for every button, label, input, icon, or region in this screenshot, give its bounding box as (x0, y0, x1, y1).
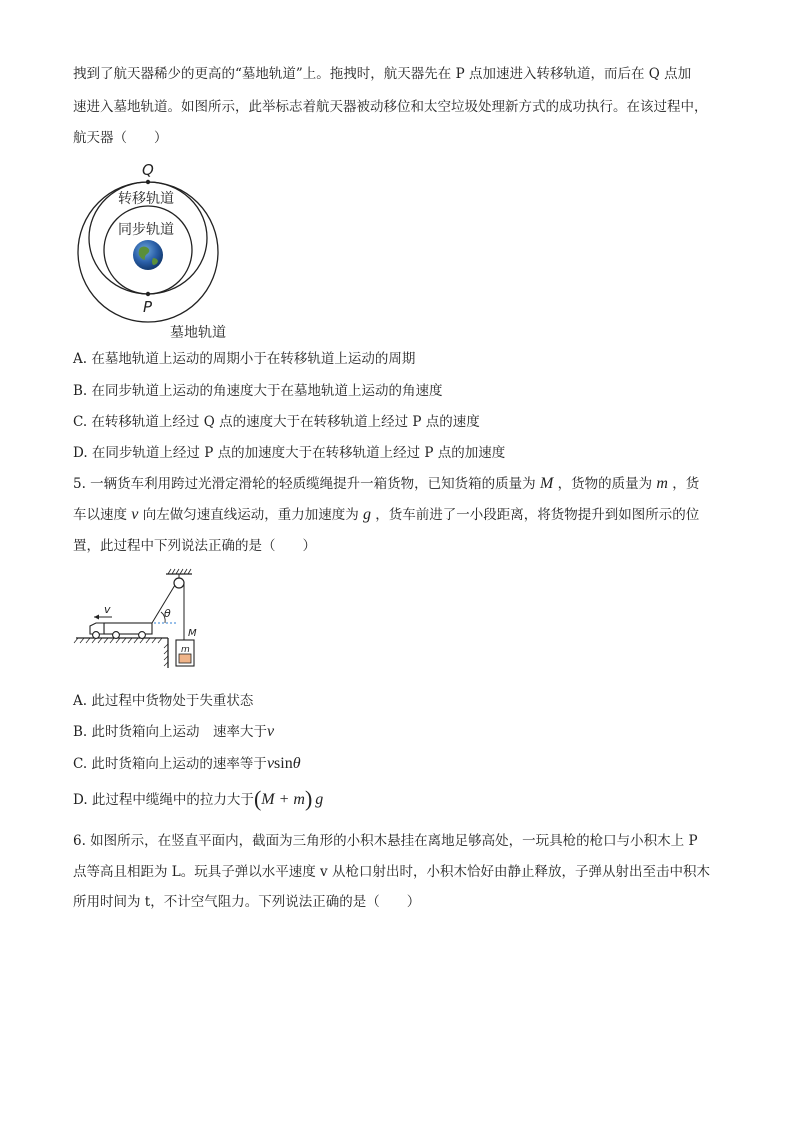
label-sync-orbit: 同步轨道 (118, 222, 174, 238)
cargo-box (179, 654, 191, 663)
q5-opt-d-rparen: ) (304, 786, 313, 811)
q5-stem-line-2 (73, 505, 699, 525)
q4-option-d: D. 在同步轨道上经过 P 点的加速度大于在转移轨道上经过 P 点的加速度 (73, 445, 506, 461)
q5-opt-d-lparen: ( (253, 786, 262, 811)
q5-l2-c: ，货车前进了一小段距离，将货物提升到如图所示的位 (375, 507, 700, 523)
q5-opt-c-theta: θ (292, 755, 301, 772)
q5-l2-b: 向左做匀速直线运动，重力加速度为 (142, 507, 359, 523)
q5-opt-c-sin: sin (274, 755, 293, 772)
q5-opt-d-text: D. 此过程中缆绳中的拉力大于 (73, 792, 254, 808)
label-graveyard-orbit: 墓地轨道 (170, 325, 226, 341)
q5-mass-m: m (656, 475, 668, 492)
q5-mass-M: M (539, 475, 554, 492)
q5-gravity-g: g (363, 506, 371, 523)
label-v: v (104, 603, 111, 616)
label-theta: θ (164, 607, 171, 620)
q5-opt-c-text: C. 此时货箱向上运动的速率等于 (73, 756, 267, 772)
q5-opt-d-expr: M + m (261, 791, 305, 808)
q5-option-a: A. 此过程中货物处于失重状态 (73, 693, 254, 709)
truck-pulley-diagram (72, 568, 212, 670)
q4-stem-line-1: 拽到了航天器稀少的更高的“墓地轨道”上。拖拽时，航天器先在 P 点加速进入转移轨道，而后在 Q 点加 (73, 66, 692, 82)
q4-option-c: C. 在转移轨道上经过 Q 点的速度大于在转移轨道上经过 P 点的速度 (73, 414, 480, 430)
orbit-diagram (70, 155, 240, 345)
q5-speed-v: v (131, 506, 139, 523)
q5-option-b (73, 722, 274, 742)
q4-stem-line-2: 速进入墓地轨道。如图所示，此举标志着航天器被动移位和太空垃圾处理新方式的成功执行。在该过程中， (73, 99, 708, 115)
point-q (146, 180, 150, 184)
label-p: P (143, 298, 153, 316)
q5-opt-b-v: v (267, 723, 275, 740)
q5-l1-a: 5. 一辆货车利用跨过光滑定滑轮的轻质缆绳提升一箱货物，已知货箱的质量为 (73, 476, 536, 492)
q4-stem-line-3: 航天器（ ） (73, 130, 168, 146)
pulley-icon (174, 578, 184, 588)
q6-stem-line-1: 6. 如图所示，在竖直平面内，截面为三角形的小积木悬挂在离地足够高处，一玩具枪的枪口与小积木上 P (73, 833, 698, 849)
q4-option-b: B. 在同步轨道上运动的角速度大于在墓地轨道上运动的角速度 (73, 383, 443, 399)
q6-stem-line-2: 点等高且相距为 L。玩具子弹以水平速度 v 从枪口射出时，小积木恰好由静止释放，子弹从射出至击中积木 (73, 864, 710, 880)
q5-l1-c: ，货 (672, 476, 700, 492)
label-m: m (181, 645, 190, 655)
q5-opt-b-text: B. 此时货箱向上运动 速率大于 (73, 724, 268, 740)
q5-l1-b: ，货物的质量为 (557, 476, 653, 492)
q5-opt-c-v: v (266, 755, 275, 772)
q5-opt-d-g: g (315, 791, 324, 808)
point-p (146, 292, 150, 296)
q4-option-a: A. 在墓地轨道上运动的周期小于在转移轨道上运动的周期 (73, 351, 416, 367)
earth-icon (133, 240, 163, 270)
q6-stem-line-3: 所用时间为 t，不计空气阻力。下列说法正确的是（ ） (73, 894, 421, 910)
label-M: M (188, 628, 197, 639)
q5-stem-line-1 (73, 474, 699, 494)
q5-stem-line-3: 置，此过程中下列说法正确的是（ ） (73, 538, 316, 554)
truck-icon (90, 623, 152, 638)
q5-option-c (73, 754, 301, 774)
label-transfer-orbit: 转移轨道 (118, 191, 174, 207)
q5-l2-a: 车以速度 (73, 507, 127, 523)
q5-option-d (73, 786, 324, 811)
label-q: Q (142, 161, 154, 179)
